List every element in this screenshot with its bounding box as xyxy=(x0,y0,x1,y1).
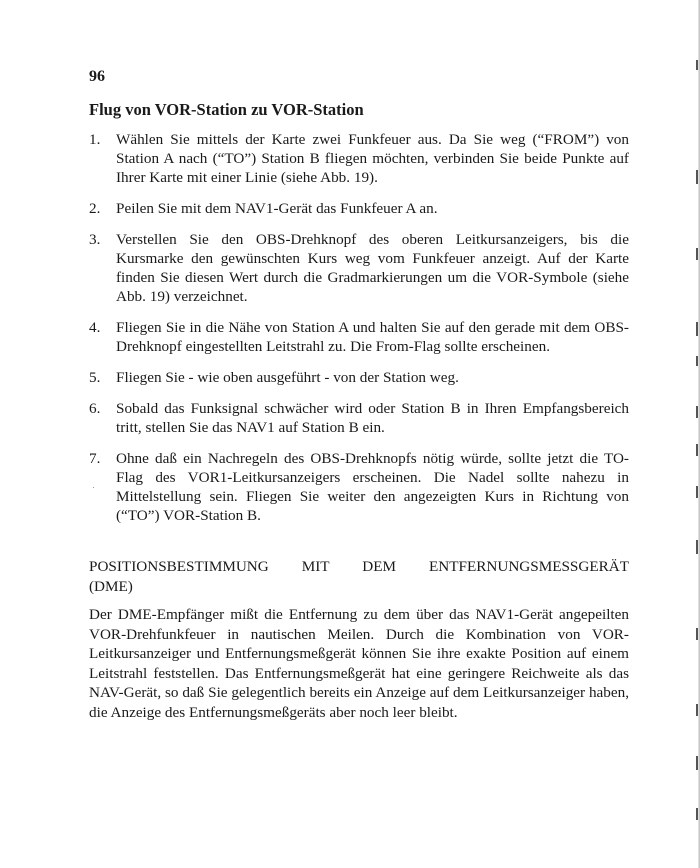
page-edge-mark xyxy=(696,808,698,820)
step-text: Peilen Sie mit dem NAV1-Gerät das Funkfeuer A an. xyxy=(116,200,438,217)
step-text: Wählen Sie mittels der Karte zwei Funkfeuer aus. Da Sie weg (“FROM”) von Station A nach (“TO”) Station B fliegen möchten, verbinden Sie beide Punkte auf Ihrer Karte mit einer Linie (siehe Abb. 19). xyxy=(116,131,629,186)
page-edge-mark xyxy=(696,248,698,260)
page-edge-mark xyxy=(696,322,698,336)
step-number: 4. xyxy=(89,319,101,336)
page-edge-mark xyxy=(696,704,698,716)
step-number: 5. xyxy=(89,369,101,386)
dme-heading xyxy=(89,557,629,597)
scan-speck xyxy=(93,487,94,488)
step-number: 2. xyxy=(89,200,101,217)
step-number: 6. xyxy=(89,400,101,417)
page-edge-mark xyxy=(696,406,698,418)
step-text: Sobald das Funksignal schwächer wird oder Station B in Ihren Empfangsbereich tritt, stellen Sie das NAV1 auf Station B ein. xyxy=(116,400,629,436)
page-edge-mark xyxy=(696,540,698,554)
page-edge-mark xyxy=(696,756,698,770)
step-item xyxy=(89,449,629,525)
step-number: 7. xyxy=(89,450,101,467)
page-edge-mark xyxy=(696,486,698,498)
step-text: Verstellen Sie den OBS-Drehknopf des oberen Leitkursanzeigers, bis die Kursmarke den gewünschten Kurs weg vom Funkfeuer anzeigt. Auf der Karte finden Sie diesen Wert durch die Gradmarkierungen um die VOR-Symbole (siehe Abb. 19) verzeichnet. xyxy=(116,231,629,305)
step-item xyxy=(89,199,629,218)
step-number: 3. xyxy=(89,231,101,248)
step-text: Fliegen Sie - wie oben ausgeführt - von der Station weg. xyxy=(116,369,459,386)
step-item xyxy=(89,399,629,437)
step-item xyxy=(89,230,629,306)
page-edge-mark xyxy=(696,628,698,640)
step-item xyxy=(89,130,629,187)
page-edge-mark xyxy=(696,60,698,70)
dme-heading-line2: (DME) xyxy=(89,578,133,595)
dme-paragraph: Der DME-Empfänger mißt die Entfernung zu dem über das NAV1-Gerät angepeilten VOR-Drehfunkfeuer in nautischen Meilen. Durch die Kombination von VOR-Leitkursanzeiger und Entfernungsmeßgerät können Sie ihre exakte Position auf einem Leitstrahl feststellen. Das Entfernungsmeßgerät hat eine geringere Reichweite als das NAV-Gerät, so daß Sie gelegentlich bereits ein Anzeige auf dem Leitkursanzeiger haben, die Anzeige des Entfernungsmeßgeräts aber noch leer bleibt. xyxy=(89,606,629,721)
step-number: 1. xyxy=(89,131,101,148)
step-text: Ohne daß ein Nachregeln des OBS-Drehknopfs nötig würde, sollte jetzt die TO-Flag des VOR1-Leitkursanzeigers erscheinen. Die Nadel sollte nahezu in Mittelstellung sein. Fliegen Sie weiter den angezeigten Kurs in Richtung von (“TO”) VOR-Station B. xyxy=(116,450,629,524)
dme-heading-line1: POSITIONSBESTIMMUNG MIT DEM ENTFERNUNGSMESSGERÄT xyxy=(89,558,629,575)
steps-list xyxy=(89,130,629,537)
step-item xyxy=(89,318,629,356)
step-text: Fliegen Sie in die Nähe von Station A und halten Sie auf den gerade mit dem OBS-Drehknopf eingestellten Leitstrahl zu. Die From-Flag sollte erscheinen. xyxy=(116,319,629,355)
page-edge-mark xyxy=(696,170,698,184)
page-edge-mark xyxy=(696,356,698,366)
page-number: 96 xyxy=(89,68,105,85)
step-item xyxy=(89,368,629,387)
section-heading: Flug von VOR-Station zu VOR-Station xyxy=(89,100,364,119)
page-edge-mark xyxy=(696,444,698,456)
